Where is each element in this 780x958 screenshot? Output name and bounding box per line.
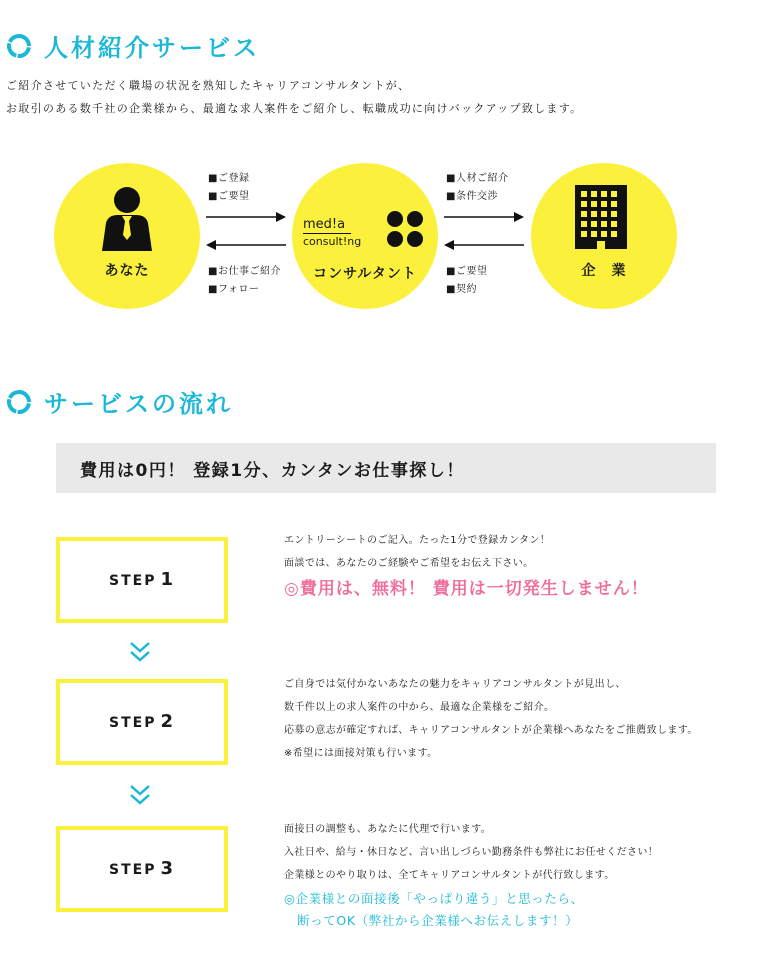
step-1-description <box>284 529 550 575</box>
step-word: STEP <box>109 715 157 731</box>
you-circle <box>54 163 200 309</box>
note-item: ■ご要望 <box>208 191 250 202</box>
note-item: ■お仕事ご紹介 <box>208 266 281 277</box>
desc-line: 応募の意志が確定すれば、キャリアコンサルタントが企業様へあなたをご推薦致します。 <box>284 725 698 736</box>
step-label <box>60 711 224 732</box>
step-2-box <box>56 679 228 765</box>
media-consulting-logo <box>303 213 383 250</box>
person-icon <box>98 185 156 253</box>
step-1-highlight: ◎費用は、無料！ 費用は一切発生しません！ <box>284 579 649 599</box>
note-item: ■人材ご紹介 <box>446 173 509 184</box>
section-title-text: サービスの流れ <box>44 390 233 418</box>
desc-line: 面接日の調整も、あなたに代理で行います。 <box>284 824 492 835</box>
consultant-circle <box>292 163 438 309</box>
step-3-box <box>56 826 228 912</box>
highlight-line: ◎企業様との面接後「やっぱり違う」と思ったら、 <box>284 891 584 906</box>
step-word: STEP <box>109 573 157 589</box>
highlight-line: 断ってOK（弊社から企業様へお伝えします！） <box>284 913 579 928</box>
note-item: ■条件交渉 <box>446 191 498 202</box>
desc-line: ※希望には面接対策も行います。 <box>284 748 438 759</box>
you-label: あなた <box>104 263 150 279</box>
logo-line-2: consult!ng <box>303 235 362 248</box>
step-label <box>60 858 224 879</box>
desc-line: 数千件以上の求人案件の中から、最適な企業様をご紹介。 <box>284 702 555 713</box>
logo-line-1: med!a <box>303 217 351 234</box>
right-top-notes <box>446 170 508 206</box>
ring-icon <box>6 389 32 415</box>
left-bottom-notes <box>208 263 281 299</box>
note-item: ■ご要望 <box>446 266 488 277</box>
desc-line: ご自身では気付かないあなたの魅力をキャリアコンサルタントが見出し、 <box>284 679 626 690</box>
section-title-service <box>6 28 260 63</box>
step-2-description <box>284 673 698 765</box>
step-label <box>60 569 224 590</box>
step-number: 1 <box>160 569 175 590</box>
arrow-right-icon <box>444 212 524 222</box>
section-title-text: 人材紹介サービス <box>44 34 260 62</box>
step-number: 2 <box>160 711 175 732</box>
note-item: ■フォロー <box>208 284 260 295</box>
arrow-left-icon <box>444 240 524 250</box>
step-3-description <box>284 818 658 887</box>
note-item: ■ご登録 <box>208 173 250 184</box>
right-bottom-notes <box>446 263 487 299</box>
section-title-flow <box>6 384 233 419</box>
chevron-down-icon <box>128 783 152 807</box>
desc-line: エントリーシートのご記入。たった1分で登録カンタン！ <box>284 535 551 546</box>
step-3-highlight <box>284 888 584 932</box>
company-circle <box>531 163 677 309</box>
free-banner <box>56 443 716 493</box>
step-word: STEP <box>109 862 157 878</box>
chevron-down-icon <box>128 640 152 664</box>
intro-line: ご紹介させていただく職場の状況を熟知したキャリアコンサルタントが、 <box>6 79 411 92</box>
step-number: 3 <box>160 858 175 879</box>
arrow-left-icon <box>206 240 286 250</box>
left-top-notes <box>208 170 249 206</box>
banner-text: 費用は0円！ 登録1分、カンタンお仕事探し！ <box>80 461 465 481</box>
building-icon <box>575 185 627 249</box>
consultant-label: コンサルタント <box>313 266 417 282</box>
desc-line: 入社日や、給与・休日など、言い出しづらい勤務条件も弊社にお任せください！ <box>284 847 659 858</box>
arrow-right-icon <box>206 212 286 222</box>
intro-text <box>6 74 582 120</box>
logo-dots-icon <box>386 210 424 248</box>
intro-line: お取引のある数千社の企業様から、最適な求人案件をご紹介し、転職成功に向けバックアップ致します。 <box>6 102 583 115</box>
note-item: ■契約 <box>446 284 477 295</box>
ring-icon <box>6 33 32 59</box>
desc-line: 面談では、あなたのご経験やご希望をお伝え下さい。 <box>284 558 534 569</box>
step-1-box <box>56 537 228 623</box>
company-label: 企 業 <box>581 263 627 279</box>
desc-line: 企業様とのやり取りは、全てキャリアコンサルタントが代行致します。 <box>284 870 615 881</box>
